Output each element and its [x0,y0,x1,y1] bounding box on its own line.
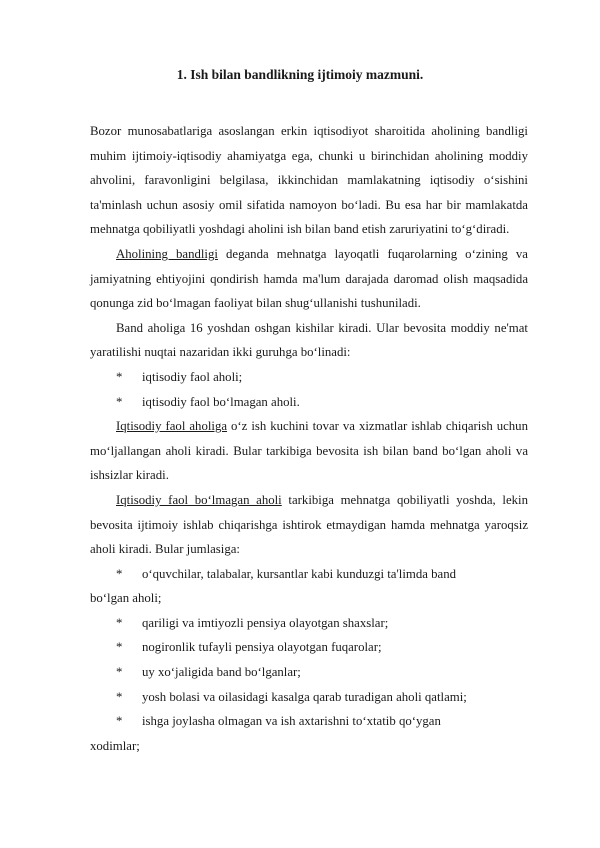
term-iqtisodiy-faol-bolmagan-aholi: Iqtisodiy faol bo‘lmagan aholi [116,492,282,507]
list-item-text: nogironlik tufayli pensiya olayotgan fuqarolar; [142,640,382,655]
list-item [90,709,528,734]
paragraph-intro [90,119,528,242]
bullet-star-icon: * [116,615,123,630]
list-item-text: ishga joylasha olmagan va ish axtarishni to‘xtatib qo‘ygan [142,714,441,729]
bullet-star-icon: * [116,689,123,704]
group-item [90,390,528,415]
bullet-star-icon: * [116,566,123,581]
list-item [90,611,528,636]
section-title: 1. Ish bilan bandlikning ijtimoiy mazmuni. [176,67,424,82]
list-item-continuation: xodimlar; [90,738,140,753]
list-item-continuation: bo‘lgan aholi; [90,591,162,606]
term-iqtisodiy-faol-aholiga: Iqtisodiy faol aholiga [116,419,228,434]
bullet-star-icon: * [116,640,123,655]
bullet-star-icon: * [116,714,123,729]
paragraph-active-population [90,414,528,488]
list-item-text: o‘quvchilar, talabalar, kursantlar kabi kunduzgi ta'limda band [142,566,456,581]
list-item [90,635,528,660]
paragraph-definition [90,242,528,316]
list-item-text: yosh bolasi va oilasidagi kasalga qarab turadigan aholi qatlami; [142,689,467,704]
paragraph-inactive-population [90,488,528,562]
paragraph-active-text: o‘z ish kuchini tovar va xizmatlar ishlab chiqarish uchun mo‘ljallangan aholi kiradi. Bular tarkibiga bevosita ish bilan band bo‘lgan aholi va ishsizlar kiradi. [90,419,528,483]
list-item [90,660,528,685]
group-item-text: iqtisodiy faol aholi; [142,369,243,384]
group-item-text: iqtisodiy faol bo‘lmagan aholi. [142,394,300,409]
bullet-star-icon: * [116,394,123,409]
bullet-star-icon: * [116,665,123,680]
group-item [90,365,528,390]
paragraph-intro-text: Bozor munosabatlariga asoslangan erkin iqtisodiyot sharoitida aholining bandligi muhim ijtimoiy-iqtisodiy ahamiyatga ega, chunki u birinchidan aholining moddiy ahvolini, faravonligini belgilasa, ikkinchidan mamlakatning iqtisodiy o‘sishini ta'minlash uchun asosiy omil sifatida namoyon bo‘ladi. Bu esa har bir mamlakatda mehnatga qobiliyatli yoshdagi aholini ish bilan band etish zaruriyatini to‘g‘diradi. [90,124,528,237]
paragraph-definition-text: deganda mehnatga layoqatli fuqarolarning o‘zining va jamiyatning ehtiyojini qondirish hamda ma'lum darajada daromad olish maqsadida qonunga zid bo‘lmagan faoliyat bilan shug‘ullanishi tushuniladi. [90,246,528,311]
body-text [90,119,528,758]
paragraph-inactive-text: tarkibiga mehnatga qobiliyatli yoshda, lekin bevosita ijtimoiy ishlab chiqarishga ishtirok etmaydigan hamda mehnatga yaroqsiz aholi kiradi. Bular jumlasiga: [90,492,529,557]
list-item-text: uy xo‘jaligida band bo‘lganlar; [142,665,301,680]
paragraph-groups [90,316,528,365]
term-aholining-bandligi: Aholining bandligi [116,246,218,261]
list-item [90,685,528,710]
paragraph-groups-text: Band aholiga 16 yoshdan oshgan kishilar kiradi. Ular bevosita moddiy ne'mat yaratilishi nuqtai nazaridan ikki guruhga bo‘linadi: [90,320,528,360]
bullet-star-icon: * [116,369,123,384]
list-item-text: qariligi va imtiyozli pensiya olayotgan shaxslar; [142,615,389,630]
list-item [90,562,528,587]
